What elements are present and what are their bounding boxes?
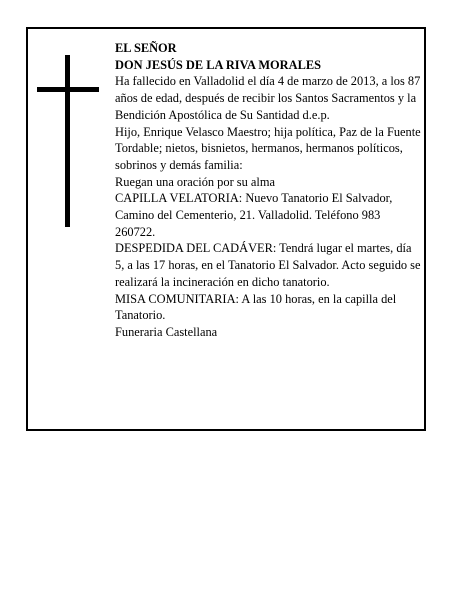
notice-text — [115, 40, 421, 341]
notice-title: EL SEÑOR — [115, 41, 177, 55]
cross-vertical-bar — [65, 55, 70, 227]
cross-horizontal-bar — [37, 87, 99, 92]
farewell-info: DESPEDIDA DEL CADÁVER: Tendrá lugar el martes, día 5, a las 17 horas, en el Tanatorio El Salvador. Acto seguido se realizará la incineración en dicho tanatorio. — [115, 241, 421, 289]
prayer-request: Ruegan una oración por su alma — [115, 174, 275, 189]
chapel-info: CAPILLA VELATORIA: Nuevo Tanatorio El Salvador, Camino del Cementerio, 21. Valladolid. Teléfono 983 260722. — [115, 191, 393, 239]
death-announcement: Ha fallecido en Valladolid el día 4 de marzo de 2013, a los 87 años de edad, después de recibir los Santos Sacramentos y la Bendición Apostólica de Su Santidad d.e.p. — [115, 74, 421, 122]
deceased-name: DON JESÚS DE LA RIVA MORALES — [115, 57, 321, 72]
funeral-home: Funeraria Castellana — [115, 324, 218, 339]
family-list: Hijo, Enrique Velasco Maestro; hija política, Paz de la Fuente Tordable; nietos, bisnietos, hermanos, hermanos políticos, sobrinos y demás familia: — [115, 124, 421, 172]
mass-info: MISA COMUNITARIA: A las 10 horas, en la capilla del Tanatorio. — [115, 291, 397, 323]
obituary-notice — [26, 27, 426, 431]
cross-icon — [37, 55, 101, 227]
